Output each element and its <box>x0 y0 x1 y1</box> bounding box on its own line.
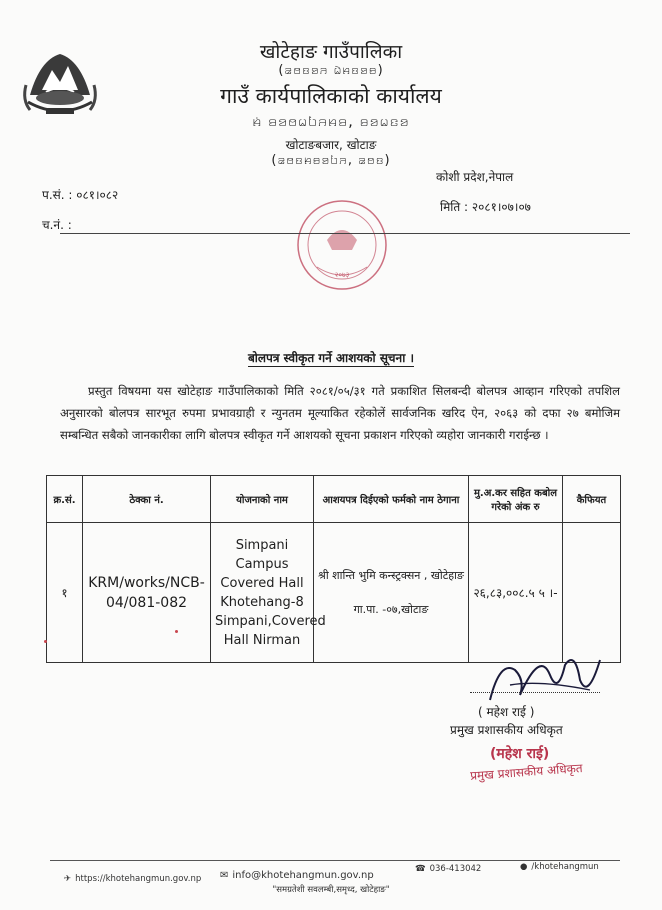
letter-date: मिति : २०८१।०७।०७ <box>440 200 531 214</box>
globe-icon: ✈ <box>64 874 72 884</box>
header-divider <box>60 233 630 234</box>
header-serial: क्र.सं. <box>47 476 83 523</box>
seal-title: प्रमुख प्रशासकीय अधिकृत <box>469 761 584 783</box>
header-amount: मु.अ.कर सहित कबोल गरेको अंक रु <box>469 476 563 523</box>
table-header-row <box>47 476 621 523</box>
ink-speck <box>44 640 47 643</box>
ink-speck <box>175 630 178 633</box>
footer-email[interactable]: ✉ info@khotehangmun.gov.np <box>220 870 374 881</box>
bid-table <box>46 475 621 663</box>
cell-scheme: Simpani Campus Covered Hall Khotehang-8 Simpani,Covered Hall Nirman <box>211 523 314 663</box>
cell-serial: १ <box>47 523 83 663</box>
signatory-title: प्रमुख प्रशासकीय अधिकृत <box>450 723 563 737</box>
notice-title: बोलपत्र स्वीकृत गर्ने आशयको सूचना । <box>247 351 415 365</box>
office-stamp <box>292 195 392 295</box>
cell-firm: श्री शान्ति भुमि कन्स्ट्रक्सन , खोटेहाङ गा.पा. -०७,खोटाङ <box>314 523 469 663</box>
footer-facebook[interactable]: ● /khotehangmun <box>520 862 599 872</box>
envelope-icon: ✉ <box>220 870 229 881</box>
province-label: कोशी प्रदेश,नेपाल <box>436 170 514 184</box>
header-contract-no: ठेक्का नं. <box>83 476 211 523</box>
signature-line <box>470 692 600 693</box>
notice-body: प्रस्तुत विषयमा यस खोटेहाङ गाउँपालिकाको मिति २०८१/०५/३१ गते प्रकाशित सिलबन्दी बोलपत्र आव्हान गरिएको तपशिल अनुसारको बोलपत्र सारभूत रुपमा प्रभावग्राही र न्युनतम मूल्याकित रहेकोलें सार्वजनिक खरिद ऐन, २०६३ को दफा २७ बमोजिम सम्बन्धित सबैको जानकारीका लागि बोलपत्र स्वीकृत गर्ने आशयको सूचना प्रकाशन गरिएको व्यहोरा जानकारी गराईन्छ । <box>60 384 620 442</box>
footer-website[interactable]: ✈ https://khotehangmun.gov.np <box>64 874 202 884</box>
footer-phone: ☎ 036-413042 <box>415 864 482 874</box>
header-firm: आशयपत्र दिईएको फर्मको नाम ठेगाना <box>314 476 469 523</box>
footer-divider <box>50 860 620 861</box>
office-address-script: (꤁ꤥꤢꤌꤋꤤꤝꤏ, ꤁ꤥꤢ) <box>271 153 391 168</box>
facebook-icon: ● <box>520 862 528 872</box>
svg-text:२०७३: २०७३ <box>334 271 350 279</box>
office-address: खोटाङबजार, खोटाङ <box>285 138 377 152</box>
header-scheme: योजनाको नाम <box>211 476 314 523</box>
office-name: गाउँ कार्यपालिकाको कार्यालय <box>220 84 442 108</box>
letter-number: प.सं. : ०८१।०८२ <box>42 188 119 202</box>
cell-contract-no: KRM/works/NCB-04/081-082 <box>83 523 211 663</box>
header-remarks: कैफियत <box>563 476 621 523</box>
phone-icon: ☎ <box>415 864 426 874</box>
municipality-name: खोटेहाङ गाउँपालिका <box>259 41 403 63</box>
dispatch-number: च.नं. : <box>42 218 72 232</box>
cell-amount: २६,८३,००८.५ ५ ।- <box>469 523 563 663</box>
municipality-name-script: (꤁ꤥꤢꤤꤏ ꤗꤧꤌꤢꤤꤋ) <box>278 63 384 78</box>
office-name-script: ꤌꤦ ꤋꤤꤥꤗꤝꤏꤌꤋ, ꤋꤤꤗꤢꤤ <box>252 112 410 130</box>
signatory-name: ( महेश राई ) <box>478 705 535 719</box>
seal-name: (महेश राई) <box>490 746 550 762</box>
footer-motto: "समग्रतेशी सवलम्बी,समृध्द, खोटेहाङ" <box>272 885 390 895</box>
